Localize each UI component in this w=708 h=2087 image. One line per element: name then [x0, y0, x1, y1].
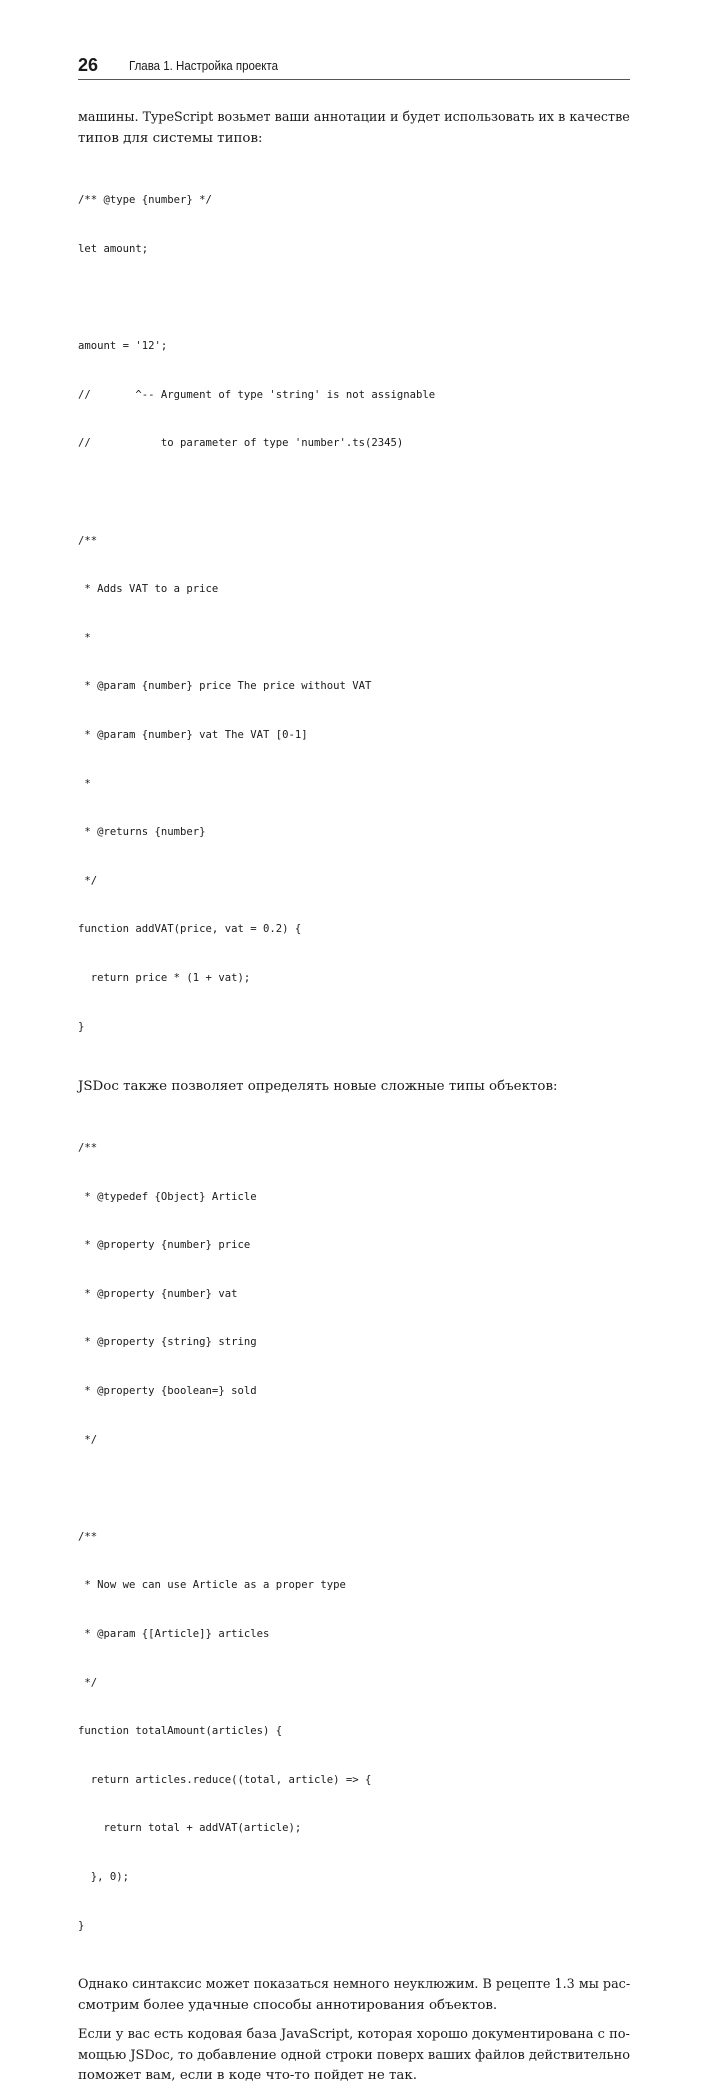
code-line: * @param {[Article]} articles — [78, 1627, 270, 1640]
code-line: return price * (1 + vat); — [78, 971, 251, 984]
text-line: Если у вас есть кодовая база JavaScript, которая хорошо документирована с по- — [78, 2027, 630, 2043]
code-line: }, 0); — [78, 1870, 130, 1883]
code-line: } — [78, 1020, 85, 1033]
code-line: * Adds VAT to a price — [78, 583, 219, 596]
text-line: мощью JSDoc, то добавление одной строки поверх ваших файлов действительно — [78, 2047, 630, 2063]
text-line: Однако синтаксис может показаться немного неуклюжим. В рецепте 1.3 мы рас- — [78, 1977, 631, 1993]
code-line: * — [78, 631, 91, 644]
code-line: * — [78, 777, 91, 790]
chapter-title: Глава 1. Настройка проекта — [129, 59, 278, 73]
text-line: поможет вам, если в коде что-то пойдет не так. — [78, 2068, 418, 2084]
code-line: } — [78, 1919, 85, 1932]
code-line: function addVAT(price, vat = 0.2) { — [78, 923, 302, 936]
code-line: */ — [78, 1676, 98, 1689]
code-line: */ — [78, 1433, 98, 1446]
code-line: */ — [78, 874, 98, 887]
code-line: /** — [78, 1142, 98, 1154]
code-line: * @property {string} string — [78, 1336, 257, 1349]
code-line: * @typedef {Object} Article — [78, 1190, 257, 1203]
code-line: * Now we can use Article as a proper type — [78, 1579, 346, 1592]
text-line: смотрим более удачные способы аннотирования объектов. — [78, 1997, 498, 2013]
code-line: let amount; — [78, 243, 149, 255]
paragraph-2 — [78, 1077, 630, 1098]
code-line: * @param {number} price The price without VAT — [78, 680, 372, 693]
code-line: return articles.reduce((total, article) => { — [78, 1773, 372, 1786]
code-line: * @property {boolean=} sold — [78, 1384, 257, 1397]
code-block-1 — [78, 160, 630, 1067]
code-line: // to parameter of type 'number'.ts(2345) — [78, 437, 404, 450]
paragraph-1 — [78, 108, 630, 149]
code-line: * @property {number} vat — [78, 1287, 238, 1300]
code-line: /** — [78, 1530, 98, 1543]
code-line: * @property {number} price — [78, 1239, 251, 1252]
code-line: * @param {number} vat The VAT [0-1] — [78, 728, 308, 741]
code-line: * @returns {number} — [78, 826, 206, 839]
code-line: // ^-- Argument of type 'string' is not assignable — [78, 388, 436, 401]
code-line: /** @type {number} */ — [78, 194, 212, 207]
page-number: 26 — [78, 55, 99, 75]
code-line: return total + addVAT(article); — [78, 1822, 302, 1835]
code-line — [78, 484, 630, 500]
page-body — [78, 108, 630, 2087]
text-line: типов для системы типов: — [78, 130, 263, 146]
text-line: машины. TypeScript возьмет ваши аннотации и будет использовать их в качестве — [78, 110, 630, 125]
paragraph-3 — [78, 1975, 630, 2016]
code-line — [78, 1480, 630, 1496]
code-line: /** — [78, 534, 98, 547]
code-line: function totalAmount(articles) { — [78, 1725, 283, 1738]
paragraph-4 — [78, 2025, 630, 2087]
code-line — [78, 290, 630, 306]
code-block-2 — [78, 1108, 630, 1967]
text-line: JSDoc также позволяет определять новые сложные типы объектов: — [78, 1079, 558, 1095]
page-header — [78, 55, 630, 80]
code-line: amount = '12'; — [78, 340, 168, 353]
